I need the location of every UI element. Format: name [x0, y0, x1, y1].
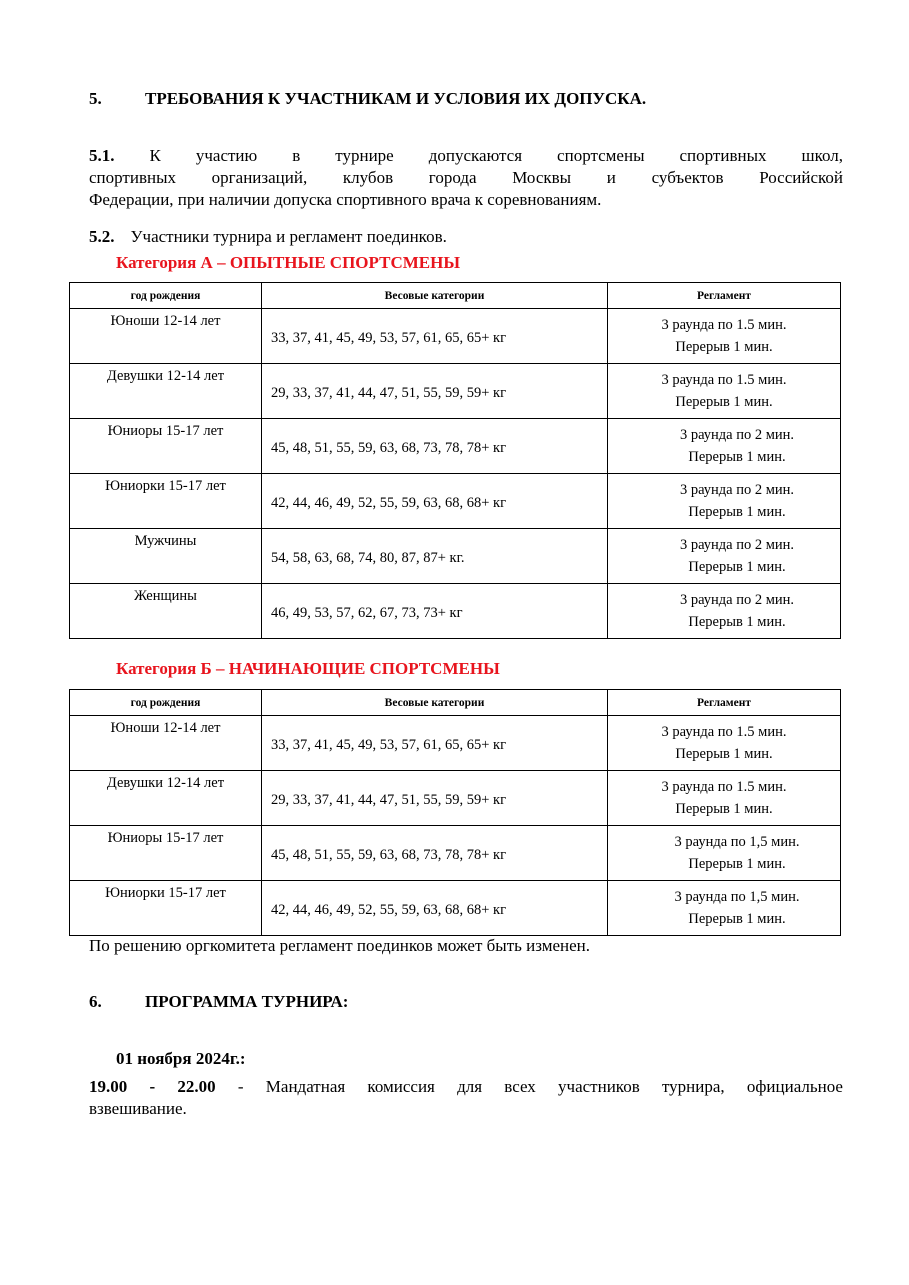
table-row	[70, 881, 841, 936]
cell-weights: 46, 49, 53, 57, 62, 67, 73, 73+ кг	[262, 584, 608, 639]
cell-weights: 33, 37, 41, 45, 49, 53, 57, 61, 65, 65+ кг	[262, 716, 608, 771]
paragraph-5-2	[89, 226, 447, 248]
cell-regulation: 3 раунда по 2 мин. Перерыв 1 мин.	[608, 419, 841, 474]
program-item-line-1: 19.00 - 22.00 - Мандатная комиссия для всех участников турнира, официальное	[89, 1077, 843, 1096]
paragraph-5-1-label: 5.1.	[89, 146, 115, 165]
cell-regulation: 3 раунда по 1.5 мин. Перерыв 1 мин.	[608, 364, 841, 419]
cell-regulation: 3 раунда по 2 мин. Перерыв 1 мин.	[608, 584, 841, 639]
cell-weights: 54, 58, 63, 68, 74, 80, 87, 87+ кг.	[262, 529, 608, 584]
cell-regulation: 3 раунда по 2 мин. Перерыв 1 мин.	[608, 474, 841, 529]
cell-group: Юноши 12-14 лет	[70, 716, 262, 771]
cell-group: Юниоры 15-17 лет	[70, 826, 262, 881]
table-row	[70, 364, 841, 419]
table-row	[70, 716, 841, 771]
cell-weights: 45, 48, 51, 55, 59, 63, 68, 73, 78, 78+ кг	[262, 826, 608, 881]
regulation-note: По решению оргкомитета регламент поединков может быть изменен.	[89, 936, 591, 955]
category-a-table	[69, 282, 841, 639]
cell-group: Девушки 12-14 лет	[70, 364, 262, 419]
category-b-table	[69, 689, 841, 936]
table-row	[70, 474, 841, 529]
cell-weights: 42, 44, 46, 49, 52, 55, 59, 63, 68, 68+ кг	[262, 474, 608, 529]
column-header-weight-categories: Весовые категории	[262, 690, 608, 716]
column-header-birth-year: год рождения	[70, 283, 262, 309]
cell-weights: 29, 33, 37, 41, 44, 47, 51, 55, 59, 59+ кг	[262, 771, 608, 826]
column-header-weight-categories: Весовые категории	[262, 283, 608, 309]
column-header-regulation: Регламент	[608, 283, 841, 309]
table-header-row	[70, 283, 841, 309]
cell-weights: 29, 33, 37, 41, 44, 47, 51, 55, 59, 59+ кг	[262, 364, 608, 419]
cell-group: Юниорки 15-17 лет	[70, 881, 262, 936]
cell-group: Женщины	[70, 584, 262, 639]
paragraph-5-1-line-2: спортивных организаций, клубов города Москвы и субъектов Российской	[89, 168, 843, 187]
section-5-number: 5.	[89, 89, 102, 108]
program-date: 01 ноября 2024г.:	[116, 1049, 246, 1068]
cell-regulation: 3 раунда по 1.5 мин. Перерыв 1 мин.	[608, 716, 841, 771]
cell-group: Юниорки 15-17 лет	[70, 474, 262, 529]
table-row	[70, 826, 841, 881]
cell-group: Юноши 12-14 лет	[70, 309, 262, 364]
cell-regulation: 3 раунда по 1,5 мин. Перерыв 1 мин.	[608, 881, 841, 936]
section-5-title: ТРЕБОВАНИЯ К УЧАСТНИКАМ И УСЛОВИЯ ИХ ДОПУСКА.	[145, 89, 647, 108]
paragraph-5-1-line-1: 5.1. К участию в турнире допускаются спортсмены спортивных школ,	[89, 146, 843, 165]
cell-group: Девушки 12-14 лет	[70, 771, 262, 826]
cell-weights: 45, 48, 51, 55, 59, 63, 68, 73, 78, 78+ кг	[262, 419, 608, 474]
cell-weights: 42, 44, 46, 49, 52, 55, 59, 63, 68, 68+ кг	[262, 881, 608, 936]
paragraph-5-2-label: 5.2.	[89, 227, 115, 246]
section-6-number: 6.	[89, 992, 102, 1011]
paragraph-5-1-line-3: Федерации, при наличии допуска спортивного врача к соревнованиям.	[89, 190, 602, 209]
cell-regulation: 3 раунда по 1,5 мин. Перерыв 1 мин.	[608, 826, 841, 881]
column-header-birth-year: год рождения	[70, 690, 262, 716]
category-b-title: Категория Б – НАЧИНАЮЩИЕ СПОРТСМЕНЫ	[116, 659, 500, 678]
section-6-title: ПРОГРАММА ТУРНИРА:	[145, 992, 349, 1011]
category-a-title: Категория А – ОПЫТНЫЕ СПОРТСМЕНЫ	[116, 253, 461, 272]
cell-weights: 33, 37, 41, 45, 49, 53, 57, 61, 65, 65+ кг	[262, 309, 608, 364]
table-row	[70, 419, 841, 474]
column-header-regulation: Регламент	[608, 690, 841, 716]
table-header-row	[70, 690, 841, 716]
cell-regulation: 3 раунда по 2 мин. Перерыв 1 мин.	[608, 529, 841, 584]
paragraph-5-1	[89, 145, 843, 211]
section-6-heading	[89, 992, 589, 1016]
table-row	[70, 529, 841, 584]
table-row	[70, 584, 841, 639]
table-row	[70, 309, 841, 364]
cell-regulation: 3 раунда по 1.5 мин. Перерыв 1 мин.	[608, 771, 841, 826]
cell-regulation: 3 раунда по 1.5 мин. Перерыв 1 мин.	[608, 309, 841, 364]
cell-group: Мужчины	[70, 529, 262, 584]
section-5-heading	[89, 89, 849, 113]
cell-group: Юниоры 15-17 лет	[70, 419, 262, 474]
program-item	[89, 1076, 843, 1120]
program-item-line-2: взвешивание.	[89, 1099, 187, 1118]
paragraph-5-2-text: Участники турнира и регламент поединков.	[130, 227, 447, 246]
program-time: 19.00 - 22.00	[89, 1077, 216, 1096]
table-row	[70, 771, 841, 826]
